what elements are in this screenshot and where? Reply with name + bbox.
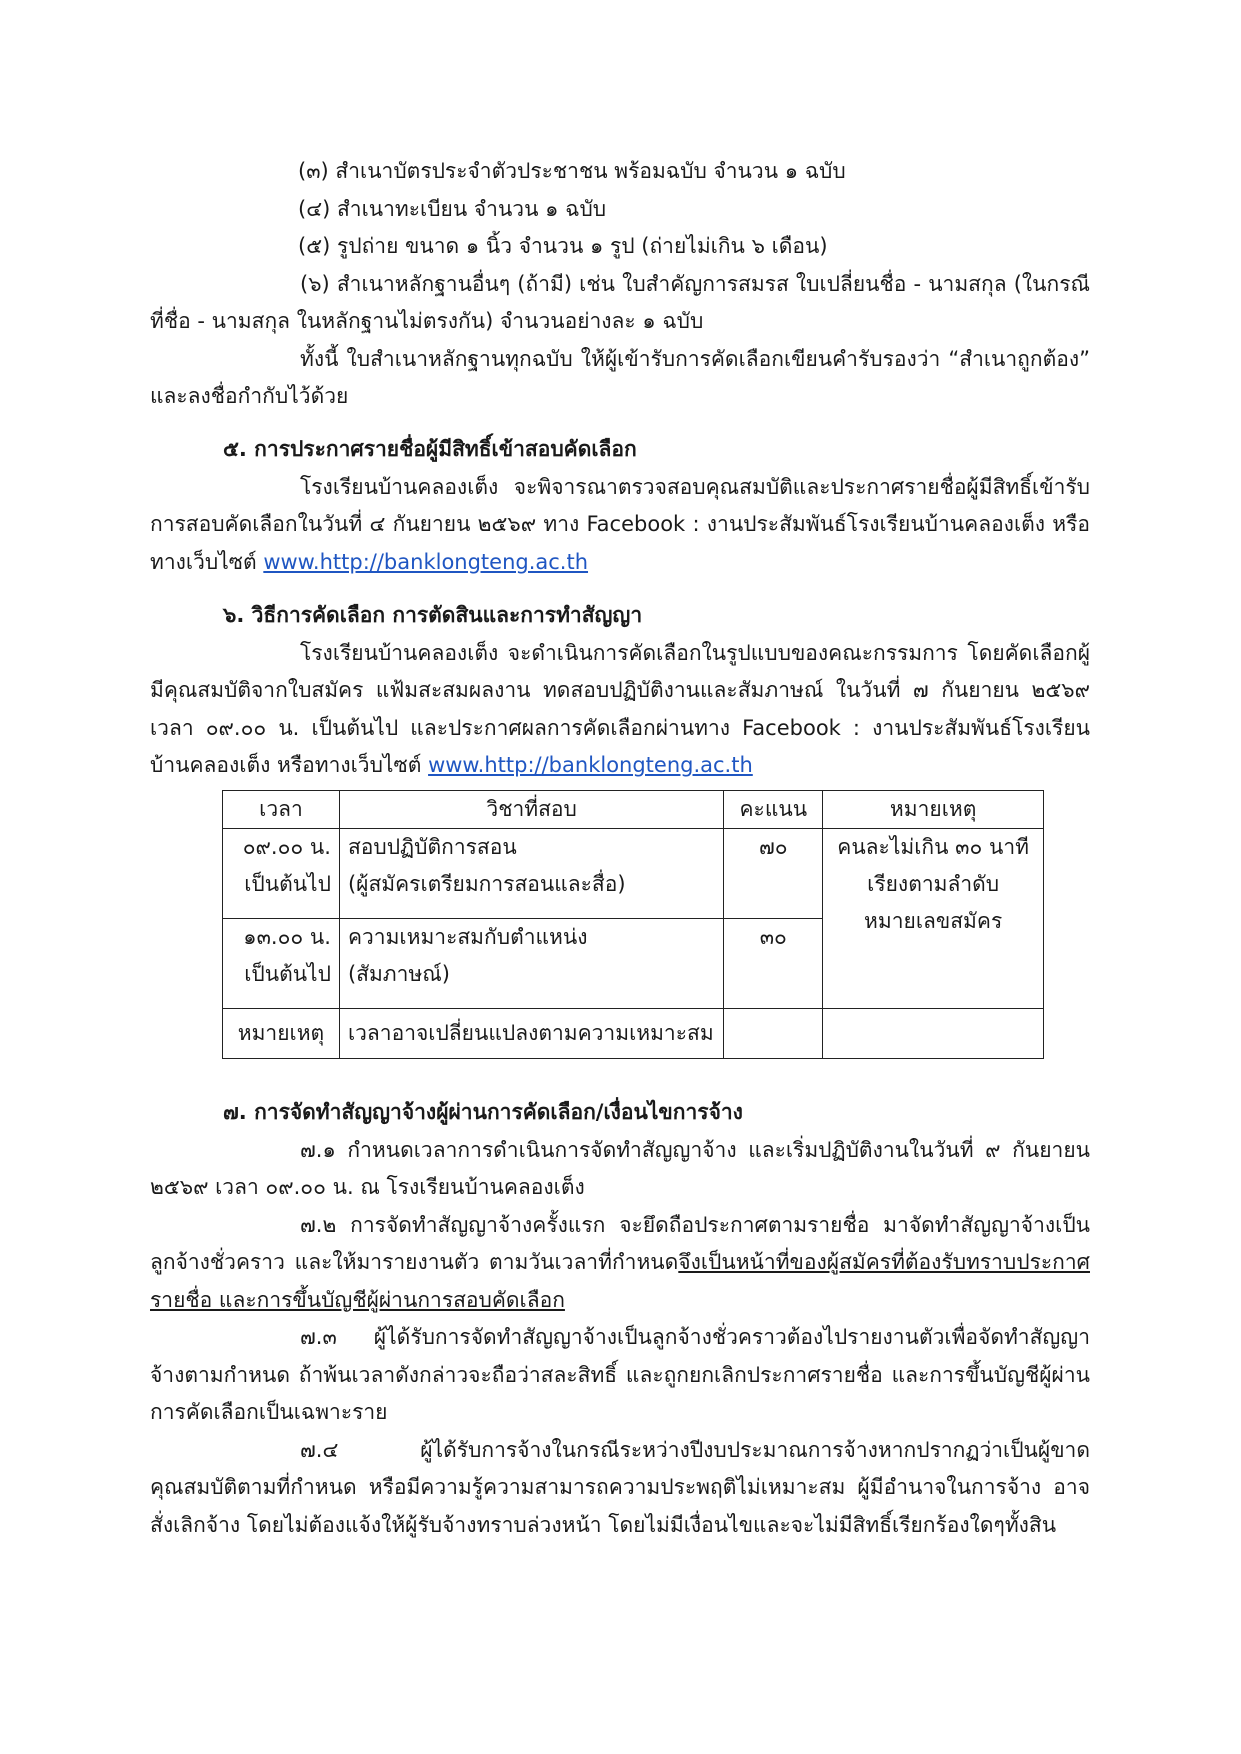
table-row	[223, 829, 1044, 919]
header-remark: หมายเหตุ	[823, 791, 1044, 829]
table-footer-row	[223, 1009, 1044, 1059]
subject-name: ความเหมาะสมกับตำแหน่ง	[347, 925, 588, 949]
remark-line: คนละไม่เกิน ๓๐ นาที	[837, 835, 1029, 859]
section-5-body	[150, 469, 1090, 582]
exam-schedule-table	[222, 790, 1044, 1059]
header-time: เวลา	[223, 791, 340, 829]
clause-7-2-text: ๗.๒ การจัดทำสัญญาจ้างครั้งแรก จะยึดถือประกาศตามรายชื่อ มาจัดทำสัญญาจ้างเป็นลูกจ้างชั่วคราว และให้มารายงานตัว ตามวันเวลาที่กำหนด	[150, 1212, 1090, 1274]
section-6-heading: ๖. วิธีการคัดเลือก การตัดสินและการทำสัญญา	[223, 603, 643, 627]
clause-7-2-underlined: จึงเป็นหน้าที่ของผู้สมัครที่ต้องรับทราบประกาศรายชื่อ และการขึ้นบัญชีผู้ผ่านการสอบคัดเลือก	[150, 1250, 1090, 1312]
remark-cell	[823, 829, 1044, 1009]
copy-note: ทั้งนี้ ใบสำเนาหลักฐานทุกฉบับ ให้ผู้เข้ารับการคัดเลือกเขียนคำรับรองว่า “สำเนาถูกต้อง” และลงชื่อกำกับไว้ด้วย	[150, 346, 1090, 408]
score-cell: ๓๐	[724, 919, 823, 1009]
section-6-text: โรงเรียนบ้านคลองเต็ง จะดำเนินการคัดเลือกในรูปแบบของคณะกรรมการ โดยคัดเลือกผู้มีคุณสมบัติจากใบสมัคร แฟ้มสะสมผลงาน ทดสอบปฏิบัติงานและสัมภาษณ์ ในวันที่ ๗ กันยายน ๒๕๖๙ เวลา ๐๙.๐๐ น. เป็นต้นไป และประกาศผลการคัดเลือกผ่านทาง Facebook : งานประสัมพันธ์โรงเรียนบ้านคลองเต็ง หรือทางเว็บไซต์	[150, 640, 1090, 777]
header-score: คะแนน	[724, 791, 823, 829]
website-link[interactable]: www.http://banklongteng.ac.th	[428, 753, 753, 777]
item-4: (๔) สำเนาทะเบียน จำนวน ๑ ฉบับ	[298, 196, 607, 221]
remark-line: เรียงตามลำดับ	[867, 872, 1000, 896]
section-4-items	[150, 153, 1090, 416]
clause-7-4: ๗.๔ ผู้ได้รับการจ้างในกรณีระหว่างปีงบประมาณการจ้างหากปรากฏว่าเป็นผู้ขาดคุณสมบัติตามที่กำหนด หรือมีความรู้ความสามารถความประพฤติไม่เหมาะสม ผู้มีอำนาจในการจ้าง อาจสั่งเลิกจ้าง โดยไม่ต้องแจ้งให้ผู้รับจ้างทราบล่วงหน้า โดยไม่มีเงื่อนไขและจะไม่มีสิทธิ์เรียกร้องใดๆทั้งสิน	[150, 1437, 1090, 1537]
item-5: (๕) รูปถ่าย ขนาด ๑ นิ้ว จำนวน ๑ รูป (ถ่ายไม่เกิน ๖ เดือน)	[298, 234, 828, 258]
section-7-heading: ๗. การจัดทำสัญญาจ้างผู้ผ่านการคัดเลือก/เงื่อนไขการจ้าง	[223, 1100, 743, 1124]
time-cell	[223, 829, 340, 919]
website-link[interactable]: www.http://banklongteng.ac.th	[263, 549, 589, 574]
score-cell: ๗๐	[724, 829, 823, 919]
section-5-text: โรงเรียนบ้านคลองเต็ง จะพิจารณาตรวจสอบคุณสมบัติและประกาศรายชื่อผู้มีสิทธิ์เข้ารับการสอบคัดเลือกในวันที่ ๔ กันยายน ๒๕๖๙ ทาง Facebook : งานประสัมพันธ์โรงเรียนบ้านคลองเต็ง หรือทางเว็บไซต์	[150, 474, 1090, 574]
time-onward: เป็นต้นไป	[244, 962, 331, 986]
clause-7-2	[150, 1207, 1090, 1320]
section-5	[150, 431, 1090, 581]
item-6: (๖) สำเนาหลักฐานอื่นๆ (ถ้ามี) เช่น ใบสำคัญการสมรส ใบเปลี่ยนชื่อ - นามสกุล (ในกรณีที่ชื่อ - นามสกุล ในหลักฐานไม่ตรงกัน) จำนวนอย่างละ ๑ ฉบับ	[150, 271, 1090, 333]
clause-7-1: ๗.๑ กำหนดเวลาการดำเนินการจัดทำสัญญาจ้าง และเริ่มปฏิบัติงานในวันที่ ๙ กันยายน ๒๕๖๙ เวลา ๐๙.๐๐ น. ณ โรงเรียนบ้านคลองเต็ง	[150, 1137, 1090, 1199]
subject-cell	[339, 919, 723, 1009]
time-start: ๑๓.๐๐ น.	[243, 925, 331, 949]
item-3: (๓) สำเนาบัตรประจำตัวประชาชน พร้อมฉบับ จำนวน ๑ ฉบับ	[298, 159, 846, 183]
time-start: ๐๙.๐๐ น.	[242, 835, 331, 859]
empty-cell	[724, 1009, 823, 1059]
section-6-body	[150, 635, 1090, 785]
section-6	[150, 597, 1090, 785]
subject-detail: (ผู้สมัครเตรียมการสอนและสื่อ)	[347, 872, 626, 896]
footer-text: เวลาอาจเปลี่ยนแปลงตามความเหมาะสม	[339, 1009, 723, 1059]
clause-7-3: ๗.๓ ผู้ได้รับการจัดทำสัญญาจ้างเป็นลูกจ้างชั่วคราวต้องไปรายงานตัวเพื่อจัดทำสัญญาจ้างตามกำหนด ถ้าพ้นเวลาดังกล่าวจะถือว่าสละสิทธิ์ และถูกยกเลิกประกาศรายชื่อ และการขึ้นบัญชีผู้ผ่านการคัดเลือกเป็นเฉพาะราย	[150, 1325, 1090, 1424]
time-cell	[223, 919, 340, 1009]
section-5-heading: ๕. การประกาศรายชื่อผู้มีสิทธิ์เข้าสอบคัดเลือก	[223, 437, 637, 461]
table-header-row	[223, 791, 1044, 829]
time-onward: เป็นต้นไป	[244, 872, 331, 896]
section-7	[150, 1094, 1090, 1544]
subject-cell	[339, 829, 723, 919]
subject-name: สอบปฏิบัติการสอน	[347, 835, 517, 859]
header-subject: วิชาที่สอบ	[339, 791, 723, 829]
subject-detail: (สัมภาษณ์)	[347, 962, 450, 986]
empty-cell	[823, 1009, 1044, 1059]
footer-label: หมายเหตุ	[223, 1009, 340, 1059]
remark-line: หมายเลขสมัคร	[864, 909, 1003, 933]
